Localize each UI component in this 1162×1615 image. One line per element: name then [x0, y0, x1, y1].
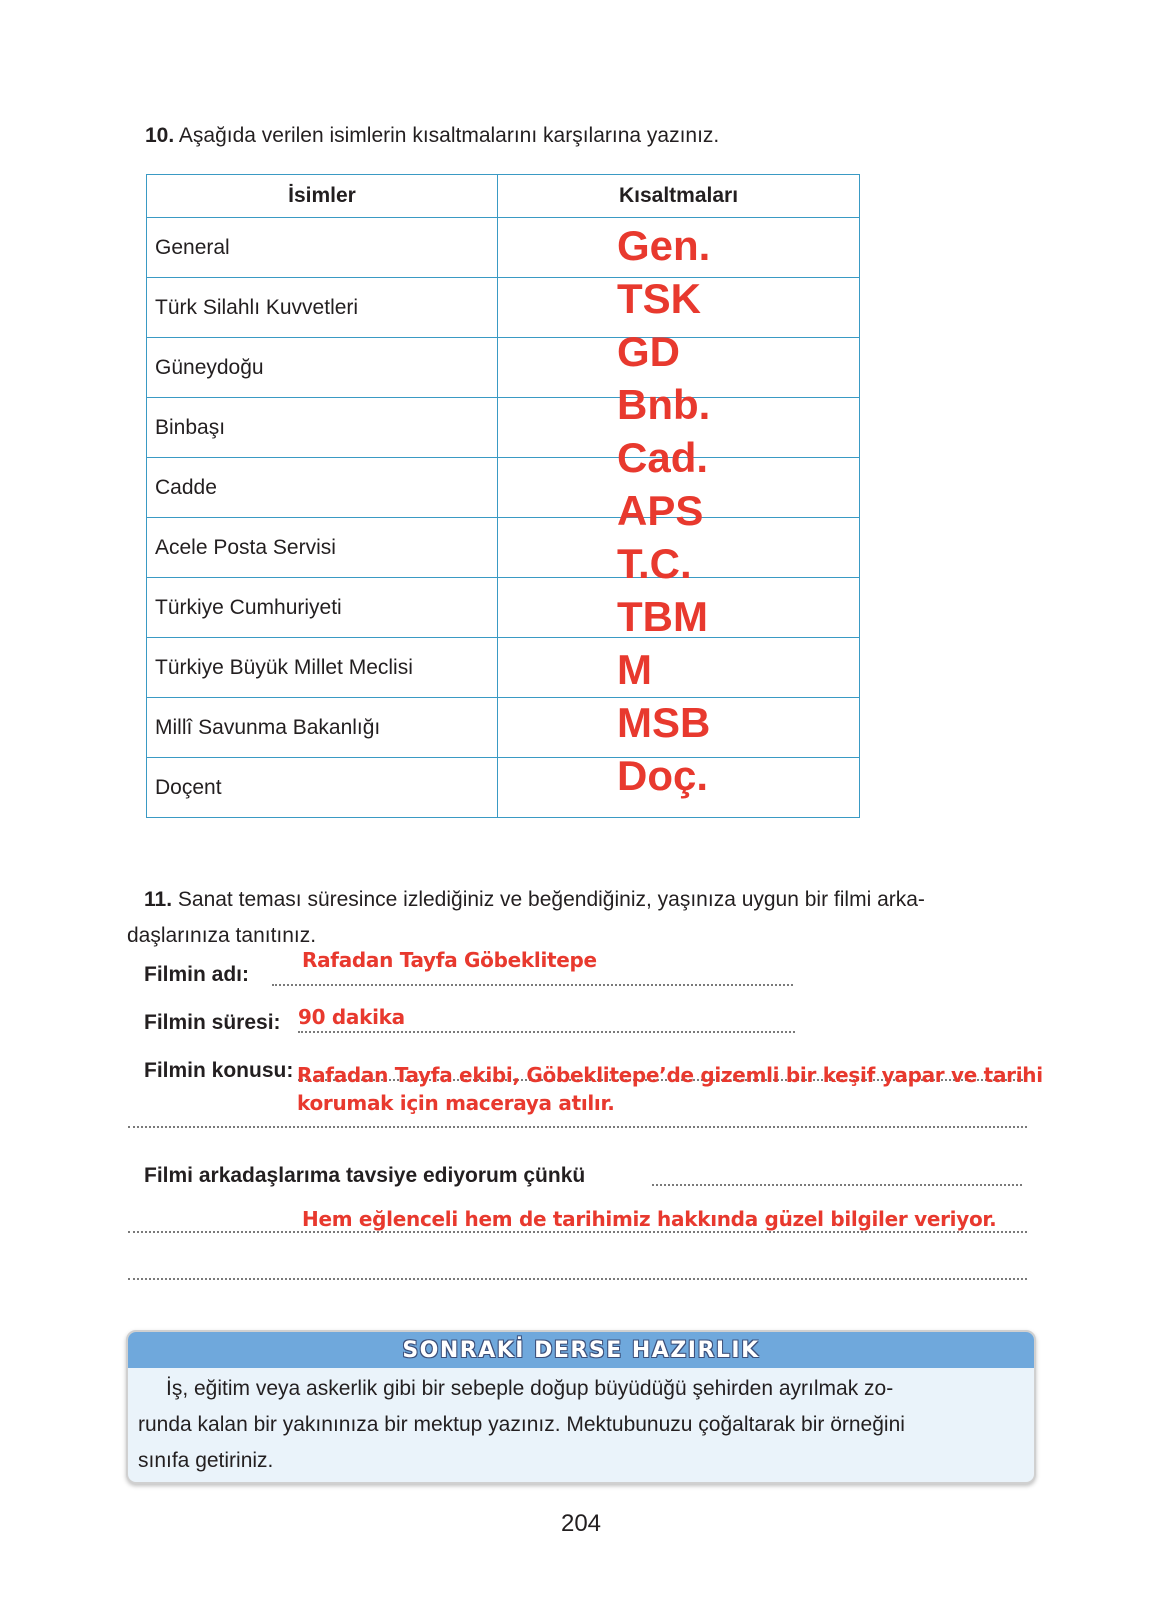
- table-row: [147, 518, 860, 578]
- table-row: [147, 398, 860, 458]
- recommend-label: Filmi arkadaşlarıma tavsiye ediyorum çünkü: [144, 1164, 586, 1187]
- answer-abbreviation: MSB: [617, 699, 711, 746]
- name-cell: Türkiye Cumhuriyeti: [147, 578, 498, 638]
- preparation-line: sınıfa getiriniz.: [138, 1449, 274, 1472]
- question-10-number: 10.: [145, 124, 175, 147]
- table-row: [147, 578, 860, 638]
- question-11-text-line1: Sanat teması süresince izlediğiniz ve beğendiğiniz, yaşınıza uygun bir filmi arka-: [177, 888, 925, 911]
- film-duration-line[interactable]: [298, 1031, 795, 1033]
- film-name-label: Filmin adı:: [144, 963, 249, 986]
- abbreviation-answers: [617, 219, 710, 802]
- film-duration-label: Filmin süresi:: [144, 1011, 281, 1034]
- preparation-line: İş, eğitim veya askerlik gibi bir sebeple doğup büyüdüğü şehirden ayrılmak zo-: [166, 1377, 894, 1400]
- table-row: [147, 458, 860, 518]
- name-cell: Türkiye Büyük Millet Meclisi: [147, 638, 498, 698]
- answer-abbreviation: GD: [617, 328, 680, 375]
- answer-abbreviation: TBM: [617, 593, 708, 640]
- name-cell: Doçent: [147, 758, 498, 818]
- question-11-number: 11.: [144, 888, 173, 911]
- recommend-line[interactable]: [128, 1231, 1027, 1233]
- name-cell: Millî Savunma Bakanlığı: [147, 698, 498, 758]
- table-row: [147, 338, 860, 398]
- answer-abbreviation: Gen.: [617, 222, 711, 269]
- recommend-answer: Hem eğlenceli hem de tarihimiz hakkında güzel bilgiler veriyor.: [302, 1207, 997, 1231]
- answer-abbreviation: Bnb.: [617, 381, 711, 428]
- answer-abbreviation: T.C.: [617, 540, 692, 587]
- name-cell: Türk Silahlı Kuvvetleri: [147, 278, 498, 338]
- table-row: [147, 218, 860, 278]
- table-row: [147, 278, 860, 338]
- question-10-text: Aşağıda verilen isimlerin kısaltmalarını karşılarına yazınız.: [178, 124, 720, 147]
- film-duration-answer: 90 dakika: [298, 1005, 405, 1029]
- table-row: [147, 698, 860, 758]
- page-number: 204: [560, 1510, 602, 1537]
- table-row: [147, 638, 860, 698]
- name-cell: Cadde: [147, 458, 498, 518]
- film-topic-answer-line1: Rafadan Tayfa ekibi, Göbeklitepe’de gizemli bir keşif yapar ve tarihi: [297, 1063, 1043, 1087]
- film-name-line[interactable]: [272, 984, 793, 986]
- name-cell: General: [147, 218, 498, 278]
- answer-abbreviation: TSK: [617, 275, 701, 322]
- answer-abbreviation: Cad.: [617, 434, 709, 481]
- recommend-line[interactable]: [128, 1278, 1027, 1280]
- film-topic-label: Filmin konusu:: [144, 1059, 294, 1082]
- table-row: [147, 758, 860, 818]
- answer-abbreviation: Doç.: [617, 752, 709, 799]
- next-lesson-preparation-box: [126, 1330, 1036, 1484]
- question-11-text-line2: daşlarınıza tanıtınız.: [127, 924, 317, 947]
- preparation-title: SONRAKİ DERSE HAZIRLIK: [128, 1332, 1034, 1368]
- question-11: [127, 882, 1037, 954]
- question-10: [145, 124, 719, 148]
- name-cell: Güneydoğu: [147, 338, 498, 398]
- film-topic-line[interactable]: [128, 1126, 1027, 1128]
- name-cell: Acele Posta Servisi: [147, 518, 498, 578]
- abbreviation-table: [146, 174, 860, 818]
- film-topic-answer-line2: korumak için maceraya atılır.: [297, 1091, 615, 1115]
- preparation-text: [128, 1368, 1034, 1479]
- answer-abbreviation: APS: [617, 487, 704, 534]
- preparation-line: runda kalan bir yakınınıza bir mektup yazınız. Mektubunuzu çoğaltarak bir örneğini: [138, 1413, 905, 1436]
- answer-abbreviation: M: [617, 646, 652, 693]
- film-name-answer: Rafadan Tayfa Göbeklitepe: [302, 948, 597, 972]
- recommend-line[interactable]: [652, 1184, 1022, 1186]
- header-names: İsimler: [147, 175, 498, 218]
- name-cell: Binbaşı: [147, 398, 498, 458]
- header-abbreviations: Kısaltmaları: [498, 175, 860, 218]
